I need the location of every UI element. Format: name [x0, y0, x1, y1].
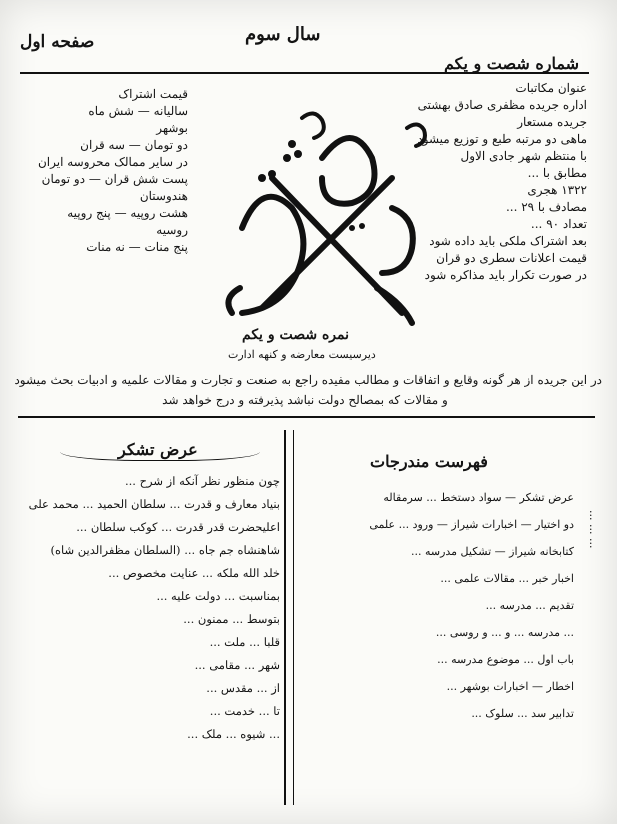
info-line: ۱۳۲۲ هجری: [527, 183, 587, 197]
masthead-logo: [202, 98, 442, 328]
toc-item: تدابیر سد ... سلوک ...: [471, 707, 574, 720]
margin-note: [578, 500, 602, 700]
toc-item: اخطار — اخبارات بوشهر ...: [446, 680, 574, 693]
subscription-line: هندوستان: [139, 189, 188, 203]
thanks-line: بنیاد معارف و قدرت ... سلطان الحمید ... محمد علی: [28, 497, 280, 511]
masthead-subtitle: نمره شصت و یکم: [242, 327, 349, 343]
thanks-title: عرض تشکر: [118, 440, 198, 459]
info-line: تعداد ۹۰ ...: [530, 217, 587, 231]
thanks-line: تا ... خدمت ...: [209, 704, 280, 718]
info-line: عنوان مکاتبات: [515, 81, 587, 95]
intro-line-2: و مقالات که بمصالح دولت نباشد پذیرفته و درج خواهد شد: [162, 393, 448, 407]
info-line: مصادف با ۲۹ ...: [505, 200, 587, 214]
info-line: در صورت تکرار باید مذاکره شود: [424, 268, 587, 282]
thanks-line: از ... مقدس ...: [206, 681, 280, 695]
toc-item: اخبار خبر ... مقالات علمی ...: [440, 572, 574, 585]
intro-rule: [18, 416, 595, 418]
toc-list: [306, 484, 574, 727]
publication-info-block: [407, 80, 587, 284]
intro-line-1: در این جریده از هر گونه وقایع و اتفاقات و مطالب مفیده راجع به صنعت و تجارت و مقالات علمیه و ادبیات بحث میشود: [14, 373, 602, 387]
subscription-line: پست شش قران — دو تومان: [41, 172, 188, 186]
toc-item: تقدیم ... مدرسه ...: [485, 599, 574, 612]
subscription-block: [16, 86, 188, 256]
subscription-line: هشت روپیه — پنج روپیه: [67, 206, 188, 220]
thanks-line: خلد الله ملکه ... عنایت مخصوص ...: [108, 566, 280, 580]
header-rule: [20, 72, 589, 74]
issue-number: شماره شصت و یکم: [443, 54, 579, 73]
info-line: مطابق با ...: [527, 166, 587, 180]
thanks-body: [16, 470, 280, 746]
thanks-line: بتوسط ... ممنون ...: [183, 612, 280, 626]
thanks-line: قلبا ... ملت ...: [209, 635, 280, 649]
subscription-line: روسیه: [156, 223, 188, 237]
toc-title: فهرست مندرجات: [370, 452, 488, 471]
subscription-line: پنج منات — نه منات: [86, 240, 188, 254]
margin-note-text: ... ... ...: [587, 510, 600, 549]
info-line: قیمت اعلانات سطری دو قران: [436, 251, 587, 265]
page-label: صفحه اول: [20, 32, 95, 52]
thanks-line: اعلیحضرت قدر قدرت ... کوکب سلطان ...: [76, 520, 280, 534]
info-line: بعد اشتراک ملکی باید داده شود: [429, 234, 587, 248]
column-divider: [284, 430, 286, 805]
toc-item: کتابخانه شیراز — تشکیل مدرسه ...: [410, 545, 574, 558]
masthead-caption: دیرسیست معارضه و کنهه ادارت: [228, 348, 376, 361]
subscription-line: دو تومان — سه قران: [80, 138, 188, 152]
subscription-line: بوشهر: [156, 121, 188, 135]
subscription-line: قیمت اشتراک: [118, 87, 188, 101]
thanks-line: شهر ... مقامی ...: [194, 658, 280, 672]
year-label: سال سوم: [245, 24, 321, 45]
thanks-line: شاهنشاه جم جاه ... (السلطان مظفرالدین شاه): [50, 543, 280, 557]
thanks-line: چون منظور نظر آنکه از شرح ...: [125, 474, 280, 488]
thanks-line: بمناسبت ... دولت علیه ...: [156, 589, 280, 603]
subscription-line: در سایر ممالک محروسه ایران: [37, 155, 188, 169]
column-divider: [293, 430, 294, 805]
subscription-line: سالیانه — شش ماه: [88, 104, 188, 118]
toc-item: ... مدرسه ... و ... و روسی ...: [435, 626, 574, 639]
info-line: با منتظم شهر جادی الاول: [460, 149, 587, 163]
thanks-line: ... شیوه ... ملک ...: [187, 727, 280, 741]
info-line: اداره جریده مظفری صادق بهشتی: [417, 98, 587, 112]
info-line: ماهی دو مرتبه طبع و توزیع میشود: [417, 132, 587, 146]
toc-item: عرض تشکر — سواد دستخط ... سرمقاله: [383, 491, 574, 504]
toc-item: دو اختیار — اخبارات شیراز — ورود ... علمی: [369, 518, 574, 531]
info-line: جریده مستعار: [517, 115, 587, 129]
toc-item: باب اول ... موضوع مدرسه ...: [437, 653, 574, 666]
